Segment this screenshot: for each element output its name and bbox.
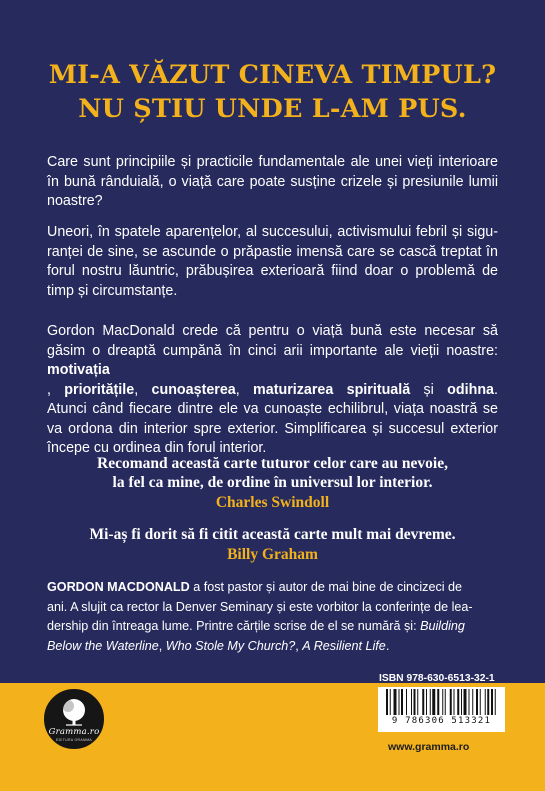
- headline-line-1: MI-A VĂZUT CINEVA TIMPUL?: [48, 60, 497, 90]
- book-title: Building: [420, 619, 465, 633]
- description-paragraph: [47, 223, 498, 301]
- separator: ,: [235, 381, 254, 398]
- book-title: A Resilient Life: [302, 638, 386, 653]
- text-segment: a fost pastor și autor de mai bine de cincizeci de: [189, 580, 463, 594]
- quote-line: la fel ca mine, de ordine în universul lor interior.: [112, 474, 433, 491]
- text-line: va ordona din interior spre exterior. Simplificarea și succesul exterior: [47, 420, 498, 437]
- area-motivation: motivația: [47, 362, 110, 378]
- area-knowledge: cunoașterea: [151, 381, 236, 398]
- text-line: [47, 617, 498, 637]
- isbn-label: ISBN 978-630-6513-32-1: [379, 673, 495, 684]
- endorsement-quote-1: [20, 454, 525, 512]
- text-line: [47, 342, 498, 381]
- text-line: în bună rânduială, o viață care poate susține crizele și presiunile lumii: [47, 173, 498, 190]
- separator: .: [494, 381, 498, 398]
- text-line: Uneori, în spatele aparențelor, al succesului, activismului febril și sigu-: [47, 224, 498, 240]
- text-line: Gordon MacDonald crede că pentru o viață bună este necesar să: [47, 323, 498, 339]
- publisher-name: Gramma.ro: [48, 727, 100, 737]
- publisher-tagline: EDITURA GRAMMA: [55, 738, 93, 742]
- author-bio: [47, 578, 498, 656]
- headline: [20, 58, 525, 126]
- separator: .: [385, 638, 390, 653]
- text-line: [47, 637, 498, 657]
- text-line: ani. A slujit ca rector la Denver Seminary și este vorbitor la conferințe de lea-: [47, 599, 473, 614]
- headline-line-2: NU ȘTIU UNDE L-AM PUS.: [78, 94, 467, 124]
- endorsement-quote-2: [20, 525, 525, 564]
- text-line: timp și circumstanțe.: [47, 282, 178, 299]
- quote-line: Mi-aș fi dorit să fi citit această carte mult mai devreme.: [89, 526, 456, 543]
- barcode: [378, 687, 505, 732]
- area-rest: odihna: [447, 381, 495, 398]
- separator: ,: [295, 638, 303, 653]
- publisher-website: www.gramma.ro: [388, 741, 470, 753]
- barcode-bars: [380, 689, 503, 716]
- areas-paragraph: [47, 322, 498, 459]
- book-title: Below the Waterline: [47, 638, 159, 653]
- publisher-logo: [42, 687, 106, 751]
- text-line: noastre?: [47, 193, 103, 209]
- text-line: Care sunt principiile și practicile fundamentale ale unei vieți interioare: [47, 154, 498, 170]
- intro-paragraph: [47, 153, 498, 212]
- text-line: [47, 578, 498, 598]
- text-segment: dership din întreaga lume. Printre cărțile scrise de el se numără și:: [47, 619, 421, 633]
- text-line: începe cu ordinea din forul interior.: [47, 440, 267, 456]
- book-title: Who Stole My Church?: [165, 638, 296, 653]
- barcode-digits: 9 786306 513321: [391, 716, 492, 726]
- separator: ,: [158, 638, 166, 653]
- area-priorities: prioritățile: [64, 381, 135, 398]
- separator: și: [410, 381, 448, 398]
- separator: ,: [47, 381, 65, 398]
- text-segment: găsim o dreaptă cumpănă în cinci arii importante ale vieții noastre:: [47, 342, 498, 359]
- text-line: [47, 381, 498, 401]
- quote-author: Billy Graham: [227, 546, 318, 563]
- area-spiritual-maturity: maturizarea spirituală: [253, 381, 411, 398]
- separator: ,: [134, 381, 152, 398]
- quote-line: Recomand această carte tuturor celor care au nevoie,: [97, 455, 448, 472]
- text-line: ranței de sine, se ascunde o prăpastie imensă care se cască treptat în: [47, 243, 498, 260]
- quote-author: Charles Swindoll: [215, 494, 330, 511]
- text-line: forul nostru lăuntric, prăbușirea exterioară fiind doar o problemă de: [47, 263, 498, 279]
- text-line: Atunci când fiecare dintre ele va cunoaște echilibrul, viața noastră se: [47, 401, 498, 417]
- author-name: GORDON MACDONALD: [47, 580, 190, 594]
